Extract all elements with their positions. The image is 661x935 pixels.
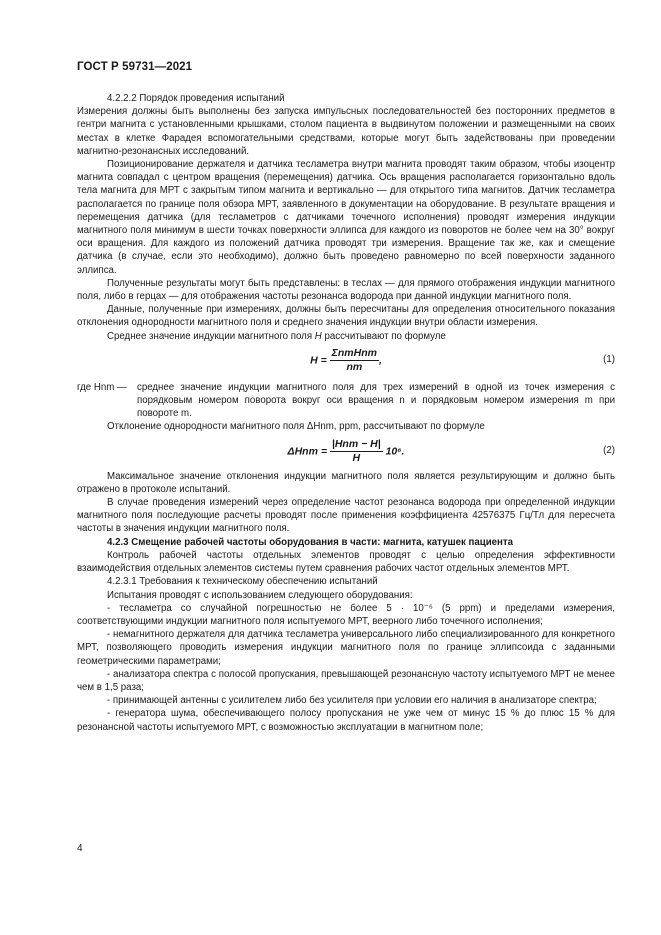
formula-2: ΔHnm = $\frac{\text{|Hnm − H|}}{H}$ 10⁶. (2) <box>287 437 615 464</box>
paragraph-conditions: Измерения должны быть выполнены без запуска импульсных последовательностей без посторонних предметов в гентри магнита с установленными крышками, столом пациента в выдвинутом положении и размещенными на своих местах в клетке Фарадея вспомогательными средствами, которые могут быть задействованы при проведении магнитно-резонансных исследований. <box>77 106 615 157</box>
list-item: - тесламетра со случайной погрешностью не более 5 · 10⁻⁶ (5 ppm) и пределами измерения, соответствующими индукции магнитного поля испытуемого МРТ, веерного либо точечного исполнения; <box>77 602 615 627</box>
subsection-title-4231: 4.2.3.1 Требования к техническому обеспечению испытаний <box>107 576 378 588</box>
paragraph-equipment-intro: Испытания проводят с использованием следующего оборудования: <box>107 589 413 601</box>
formula-2-numerator: |Hnm − H| <box>330 438 383 452</box>
formula-1-number: (1) <box>603 353 615 365</box>
paragraph-frequency-control: Контроль рабочей частоты отдельных элементов проводят с целью определения эффективности взаимодействия отдельных элементов системы путем сравнения рабочих частот отдельных элементов МРТ. <box>77 549 615 575</box>
paragraph-results-units: Полученные результаты могут быть представлены: в теслах — для прямого отображения индукции магнитного поля, либо в герцах — для отображения частоты резонанса водорода при данной индукции магнитного поля. <box>77 277 615 303</box>
formula-2-lhs: ΔHnm = <box>287 445 327 458</box>
paragraph-mean-intro: Среднее значение индукции магнитного поля H рассчитывают по формуле <box>107 330 446 342</box>
paragraph-max-deviation: Максимальное значение отклонения индукции магнитного поля является результирующим и должно быть отражено в протоколе испытаний. <box>77 470 615 495</box>
paragraph-recalculation: Данные, полученные при измерениях, должны быть пересчитаны для определения относительного показания отклонения однородности магнитного поля и среднего значения индукции внутри области измерения. <box>77 304 615 329</box>
subsection-title-4222: 4.2.2.2 Порядок проведения испытаний <box>107 93 285 104</box>
where-definition: среднее значение индукции магнитного поля для трех измерений в одной из точек измерения с порядковым номером поворота вокруг оси вращения n и порядковым номером измерения m при повороте m. <box>137 381 615 420</box>
section-title-423: 4.2.3 Смещение рабочей частоты оборудования в части: магнита, катушек пациента <box>107 536 514 548</box>
list-item: - принимающей антенны с усилителем либо без усилителя при условии его наличия в анализаторе спектра; <box>107 695 597 707</box>
page-body <box>77 92 615 734</box>
paragraph-deviation-intro: Отклонение однородности магнитного поля ΔHnm, ppm, рассчитывают по формуле <box>107 421 485 433</box>
list-item: - немагнитного держателя для датчика тесламетра универсального либо специализированного для конкретного МРТ, позволяющего проводить измерения индукции магнитного поля по границе эллипсоида с заданными геометрическими параметрами; <box>77 629 615 667</box>
formula-2-number: (2) <box>603 444 615 456</box>
page-number: 4 <box>77 843 83 854</box>
where-label: где Hnm — <box>77 381 127 393</box>
formula-2-denominator: H <box>352 451 361 464</box>
paragraph-positioning: Позиционирование держателя и датчика тесламетра внутри магнита проводят таким образом, чтобы изоцентр магнита совпадал с центром вращения (перемещения) датчика. Ось вращения располагается горизонтально вдоль тела магнита для МРТ с закрытым типом магнита и вертикально — для открытого типа магнитов. Датчик тесламетра располагается по границе поля обзора МРТ, заявленного в документации на оборудование. В результате вращения и перемещения датчика (для тесламетров с датчиками точечного исполнения) проводят измерения индукции магнитного поля минимум в шести точках поверхности эллипса для каждого из поворотов не более чем на 30° вокруг оси вращения. Для каждого из положений датчика проводят три измерения. Вращение так же, как и смещение датчика (в случае, если это необходимо), должно быть проведено равномерно по всей поверхности заданного эллипса. <box>77 159 615 276</box>
formula-1-denominator: nm <box>346 361 363 374</box>
formula-1: H = $\frac{\text{ΣnmHnm}}{nm}$ , (1) <box>310 346 615 374</box>
paragraph-frequency-coefficient: В случае проведения измерений через определение частот резонанса водорода при определенной индукции магнитного поля последующие расчеты проводят после применения коэффициента 42576375 Гц/Тл для пересчета частоты в значения индукции магнитного поля. <box>77 497 615 535</box>
list-item: - анализатора спектра с полосой пропускания, превышающей резонансную частоту испытуемого МРТ не менее чем в 1,5 раза; <box>77 668 615 693</box>
where-clause <box>77 381 615 421</box>
standard-header: ГОСТ Р 59731—2021 <box>77 61 193 73</box>
list-item: - генератора шума, обеспечивающего полосу пропускания не уже чем от минус 15 % до плюс 15 % для резонансной частоты испытуемого МРТ, с возможностью эксплуатации в магнитном поле; <box>77 708 615 733</box>
formula-1-lhs: H = <box>310 354 327 367</box>
formula-1-numerator: ΣnmHnm <box>330 347 379 361</box>
